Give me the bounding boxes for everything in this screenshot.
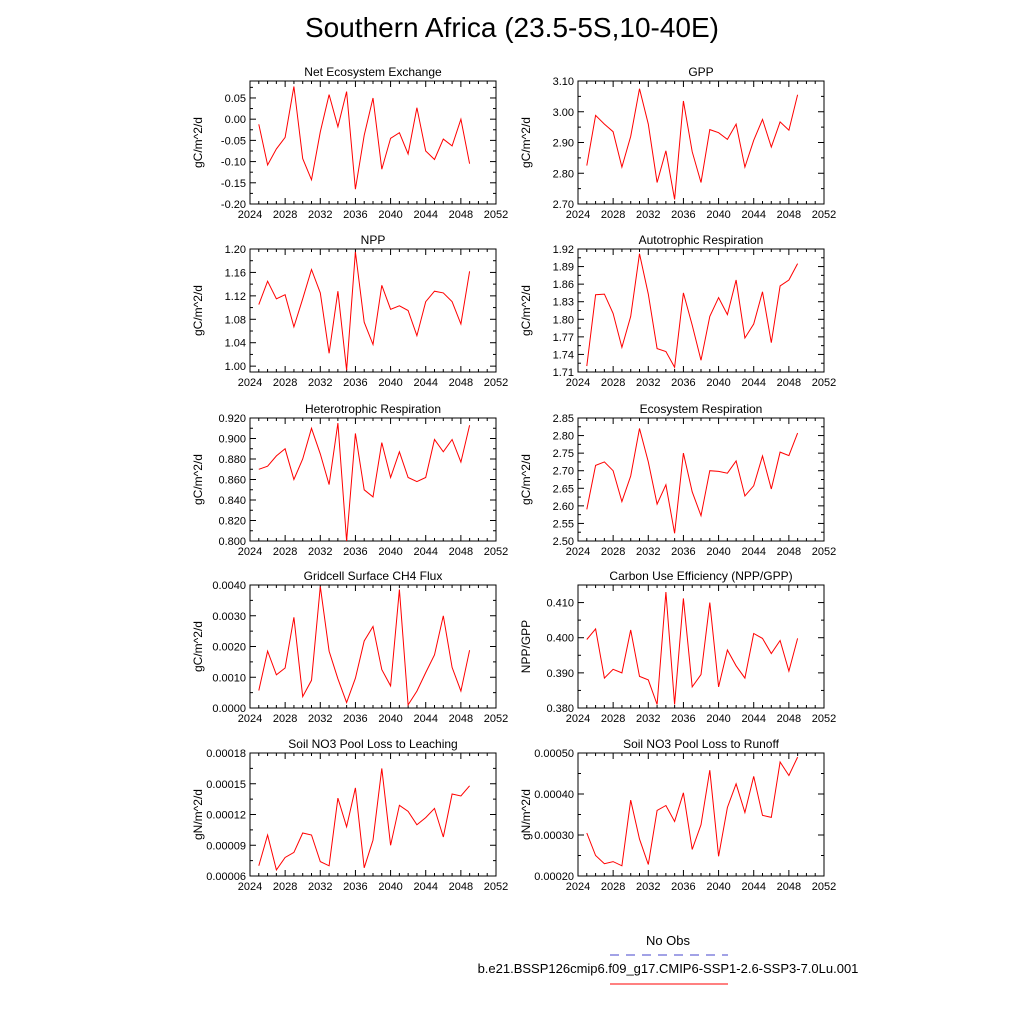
x-tick-label: 2052 <box>483 881 509 893</box>
y-tick-label: -0.20 <box>220 199 246 211</box>
panel-title: Soil NO3 Pool Loss to Runoff <box>623 737 779 751</box>
panel-title: Soil NO3 Pool Loss to Leaching <box>288 737 458 751</box>
y-tick-label: 1.83 <box>552 296 574 309</box>
y-tick-label: 1.20 <box>224 244 246 256</box>
y-tick-label: 0.00006 <box>206 871 246 883</box>
x-tick-label: 2036 <box>671 713 696 725</box>
plot-frame <box>578 753 824 876</box>
x-tick-label: 2040 <box>706 377 731 389</box>
y-tick-label: 0.0040 <box>212 580 246 592</box>
y-tick-label: 0.0000 <box>212 703 246 715</box>
x-tick-label: 2028 <box>600 377 626 389</box>
plot-frame <box>578 418 824 541</box>
y-tick-label: -0.10 <box>220 156 246 169</box>
x-tick-label: 2032 <box>308 209 333 221</box>
panel-9 <box>519 737 836 893</box>
x-tick-label: 2040 <box>706 546 731 558</box>
x-tick-label: 2040 <box>378 377 403 389</box>
x-tick-label: 2036 <box>343 713 368 725</box>
x-tick-label: 2028 <box>272 881 298 893</box>
y-tick-label: 0.820 <box>218 515 246 528</box>
y-tick-label: 0.0030 <box>212 610 246 623</box>
y-tick-label: 0.00040 <box>534 789 574 801</box>
panel-7 <box>519 569 836 725</box>
panel-title: Autotrophic Respiration <box>638 233 764 247</box>
x-tick-label: 2044 <box>413 209 438 221</box>
y-tick-label: 0.390 <box>546 667 574 680</box>
x-tick-label: 2028 <box>272 209 298 221</box>
x-tick-label: 2028 <box>272 546 298 558</box>
x-tick-label: 2040 <box>378 881 403 893</box>
y-tick-label: 0.0010 <box>212 672 246 685</box>
panel-8 <box>191 737 508 893</box>
y-tick-label: 1.80 <box>552 314 574 327</box>
x-tick-label: 2048 <box>776 713 802 725</box>
x-tick-label: 2044 <box>413 713 438 725</box>
x-tick-label: 2052 <box>811 881 837 893</box>
y-tick-label: 1.77 <box>552 331 574 344</box>
panel-4 <box>191 402 508 558</box>
y-tick-label: 0.00030 <box>534 830 574 842</box>
panel-3 <box>519 233 836 389</box>
x-tick-label: 2024 <box>565 546 591 558</box>
x-tick-label: 2032 <box>308 713 333 725</box>
y-tick-label: 1.08 <box>224 314 246 327</box>
x-tick-label: 2052 <box>483 377 509 389</box>
plot-frame <box>578 585 824 708</box>
x-tick-label: 2032 <box>636 209 661 221</box>
x-tick-label: 2032 <box>636 546 661 558</box>
x-tick-label: 2048 <box>448 713 474 725</box>
x-tick-label: 2032 <box>308 377 333 389</box>
x-tick-label: 2032 <box>308 881 333 893</box>
y-axis-label: gC/m^2/d <box>519 454 533 505</box>
x-tick-label: 2048 <box>448 546 474 558</box>
y-tick-label: 0.00 <box>224 114 246 127</box>
y-tick-label: 0.400 <box>546 632 574 645</box>
x-tick-label: 2028 <box>600 546 626 558</box>
panel-title: Gridcell Surface CH4 Flux <box>303 569 443 583</box>
x-tick-label: 2052 <box>811 713 837 725</box>
panel-title: Heterotrophic Respiration <box>304 402 442 416</box>
y-tick-label: 1.12 <box>224 290 246 303</box>
x-tick-label: 2040 <box>706 209 731 221</box>
series-line <box>259 423 470 541</box>
y-tick-label: 2.55 <box>552 518 574 531</box>
x-tick-label: 2032 <box>308 546 333 558</box>
y-tick-label: 1.16 <box>224 267 246 280</box>
x-tick-label: 2044 <box>741 377 766 389</box>
x-tick-label: 2040 <box>706 881 731 893</box>
x-tick-label: 2028 <box>272 713 298 725</box>
y-axis-label: gC/m^2/d <box>191 621 205 672</box>
y-tick-label: 0.00015 <box>206 778 246 791</box>
x-tick-label: 2024 <box>237 546 263 558</box>
series-line <box>587 757 798 866</box>
x-tick-label: 2036 <box>343 209 368 221</box>
y-tick-label: 0.0020 <box>212 641 246 654</box>
y-tick-label: 0.860 <box>218 474 246 487</box>
y-tick-label: 0.00018 <box>206 748 246 760</box>
panel-title: NPP <box>360 233 386 247</box>
x-tick-label: 2048 <box>776 377 802 389</box>
x-tick-label: 2048 <box>448 377 474 389</box>
x-tick-label: 2044 <box>741 713 766 725</box>
y-tick-label: 3.00 <box>552 106 574 119</box>
y-tick-label: 1.00 <box>224 361 246 374</box>
x-tick-label: 2052 <box>811 209 837 221</box>
plot-frame <box>250 249 496 372</box>
y-tick-label: 0.00050 <box>534 748 574 760</box>
x-tick-label: 2040 <box>378 546 403 558</box>
x-tick-label: 2048 <box>776 546 802 558</box>
x-tick-label: 2048 <box>448 209 474 221</box>
y-tick-label: 2.60 <box>552 500 574 513</box>
x-tick-label: 2036 <box>343 377 368 389</box>
y-tick-label: 1.89 <box>552 261 574 274</box>
y-axis-label: gN/m^2/d <box>519 789 533 840</box>
y-tick-label: 2.90 <box>552 137 574 150</box>
x-tick-label: 2024 <box>565 377 591 389</box>
x-tick-label: 2044 <box>741 546 766 558</box>
legend-obs-label: No Obs <box>645 933 691 948</box>
x-tick-label: 2024 <box>237 209 263 221</box>
x-tick-label: 2048 <box>776 209 802 221</box>
x-tick-label: 2044 <box>413 546 438 558</box>
y-tick-label: 1.71 <box>552 367 574 379</box>
series-line <box>587 592 798 705</box>
x-tick-label: 2044 <box>413 377 438 389</box>
y-tick-label: 2.80 <box>552 430 574 443</box>
y-tick-label: 2.70 <box>552 199 574 211</box>
x-tick-label: 2036 <box>671 881 696 893</box>
y-tick-label: -0.15 <box>220 177 246 190</box>
x-tick-label: 2052 <box>811 377 837 389</box>
x-tick-label: 2024 <box>565 209 591 221</box>
y-tick-label: 2.85 <box>552 413 574 425</box>
panel-2 <box>191 233 508 389</box>
y-tick-label: 0.920 <box>218 413 246 425</box>
x-tick-label: 2052 <box>483 713 509 725</box>
x-tick-label: 2024 <box>237 713 263 725</box>
plot-frame <box>578 249 824 372</box>
panel-title: Net Ecosystem Exchange <box>304 65 442 79</box>
y-tick-label: 0.840 <box>218 495 246 507</box>
plot-frame <box>250 753 496 876</box>
y-tick-label: 0.00020 <box>534 871 574 883</box>
x-tick-label: 2044 <box>741 209 766 221</box>
panel-title: GPP <box>688 65 714 79</box>
y-axis-label: gC/m^2/d <box>519 117 533 168</box>
panel-0 <box>191 65 508 221</box>
y-axis-label: gC/m^2/d <box>191 285 205 336</box>
y-tick-label: 2.75 <box>552 448 574 461</box>
y-tick-label: 3.10 <box>552 76 574 88</box>
x-tick-label: 2028 <box>600 209 626 221</box>
x-tick-label: 2032 <box>636 713 661 725</box>
x-tick-label: 2024 <box>237 377 263 389</box>
y-tick-label: 0.880 <box>218 454 246 466</box>
y-tick-label: 0.410 <box>546 597 574 610</box>
y-tick-label: 2.65 <box>552 483 574 496</box>
y-tick-label: 0.00009 <box>206 840 246 853</box>
y-axis-label: gC/m^2/d <box>191 454 205 505</box>
y-axis-label: gN/m^2/d <box>191 789 205 840</box>
y-tick-label: 1.92 <box>552 244 574 256</box>
series-line <box>259 768 470 870</box>
panel-6 <box>191 569 508 725</box>
x-tick-label: 2036 <box>671 377 696 389</box>
panel-title: Carbon Use Efficiency (NPP/GPP) <box>609 569 793 583</box>
y-tick-label: 0.00012 <box>206 809 246 822</box>
x-tick-label: 2024 <box>565 881 591 893</box>
x-tick-label: 2036 <box>343 546 368 558</box>
series-line <box>259 252 470 370</box>
plot-frame <box>250 418 496 541</box>
x-tick-label: 2028 <box>600 881 626 893</box>
series-line <box>259 587 470 705</box>
x-tick-label: 2028 <box>600 713 626 725</box>
x-tick-label: 2040 <box>378 209 403 221</box>
y-axis-label: gC/m^2/d <box>191 117 205 168</box>
legend-model-label: b.e21.BSSP126cmip6.f09_g17.CMIP6-SSP1-2.6-SSP3-7.0Lu.001 <box>477 961 859 976</box>
x-tick-label: 2040 <box>378 713 403 725</box>
x-tick-label: 2036 <box>671 546 696 558</box>
x-tick-label: 2052 <box>483 209 509 221</box>
y-tick-label: 0.380 <box>546 703 574 715</box>
x-tick-label: 2040 <box>706 713 731 725</box>
y-tick-label: 2.70 <box>552 465 574 478</box>
x-tick-label: 2048 <box>448 881 474 893</box>
x-tick-label: 2052 <box>483 546 509 558</box>
y-tick-label: 0.900 <box>218 433 246 446</box>
x-tick-label: 2036 <box>343 881 368 893</box>
series-line <box>587 254 798 368</box>
x-tick-label: 2048 <box>776 881 802 893</box>
y-tick-label: 1.86 <box>552 279 574 292</box>
figure-title: Southern Africa (23.5-5S,10-40E) <box>304 12 719 43</box>
panel-1 <box>519 65 836 221</box>
x-tick-label: 2024 <box>237 881 263 893</box>
y-tick-label: -0.05 <box>220 135 246 148</box>
y-tick-label: 2.50 <box>552 536 574 548</box>
y-axis-label: gC/m^2/d <box>519 285 533 336</box>
y-tick-label: 2.80 <box>552 168 574 181</box>
x-tick-label: 2024 <box>565 713 591 725</box>
y-axis-label: NPP/GPP <box>519 619 533 674</box>
plot-frame <box>250 585 496 708</box>
series-line <box>587 429 798 534</box>
x-tick-label: 2052 <box>811 546 837 558</box>
x-tick-label: 2032 <box>636 377 661 389</box>
series-line <box>259 87 470 190</box>
y-tick-label: 0.05 <box>224 92 246 105</box>
x-tick-label: 2044 <box>741 881 766 893</box>
x-tick-label: 2032 <box>636 881 661 893</box>
x-tick-label: 2044 <box>413 881 438 893</box>
panel-title: Ecosystem Respiration <box>639 402 763 416</box>
y-tick-label: 0.800 <box>218 536 246 548</box>
panel-5 <box>519 402 836 558</box>
x-tick-label: 2028 <box>272 377 298 389</box>
y-tick-label: 1.74 <box>552 349 574 362</box>
plot-frame <box>578 81 824 204</box>
x-tick-label: 2036 <box>671 209 696 221</box>
series-line <box>587 89 798 200</box>
y-tick-label: 1.04 <box>224 337 246 350</box>
